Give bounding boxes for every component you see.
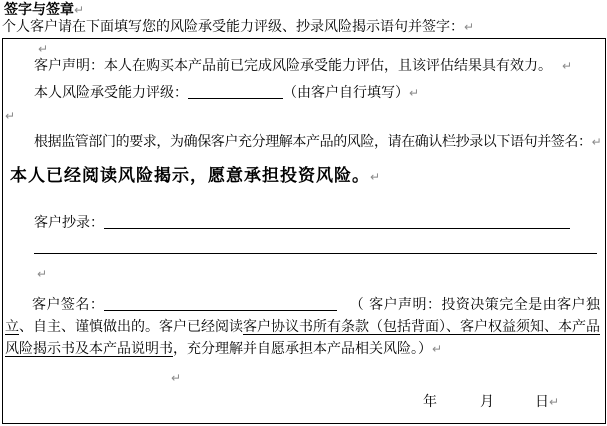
date-day-label[interactable]: 日 <box>535 394 549 410</box>
signature-declaration-open: （ 客户声明：投资决策完全是由客户独 <box>349 297 601 313</box>
paragraph-mark: ↵ <box>409 86 420 100</box>
empty-paragraph <box>38 41 48 57</box>
signature-declaration-close: ，充分理解并自愿承担本产品相关风险。） <box>173 341 432 357</box>
date-year-label[interactable]: 年 <box>423 394 437 410</box>
signature-blank-field[interactable] <box>104 295 337 311</box>
paragraph-mark: ↵ <box>171 371 182 385</box>
paragraph-mark: ↵ <box>38 42 49 56</box>
paragraph-mark: ↵ <box>37 267 48 281</box>
paragraph-mark: ↵ <box>591 135 602 149</box>
paragraph-mark: ↵ <box>464 20 475 34</box>
client-declaration-line <box>34 58 572 74</box>
risk-statement-text: 本人已经阅读风险揭示，愿意承担投资风险。 <box>10 166 370 186</box>
paragraph-mark: ↵ <box>432 342 443 356</box>
signature-declaration-underlined-2: 客户协议书所有条款（包括背面）、客户权益须知、本产品风险揭示书及本产品说明书 <box>5 319 600 357</box>
page-title-text: 签字与签章 <box>4 2 74 18</box>
instruction-line <box>34 134 601 150</box>
date-line <box>423 394 559 410</box>
risk-statement-line <box>10 168 381 185</box>
empty-paragraph <box>5 108 15 124</box>
signature-paragraph <box>5 294 600 360</box>
rating-line <box>34 83 419 101</box>
copy-line <box>34 213 570 231</box>
rating-label: 本人风险承受能力评级： <box>34 85 188 101</box>
page-title <box>4 2 84 18</box>
copy-blank-line1[interactable] <box>104 213 570 229</box>
client-declaration-text: 客户声明：本人在购买本产品前已完成风险承受能力评估，且该评估结果具有效力。 <box>34 58 552 74</box>
signature-label: 客户签名： <box>32 297 105 313</box>
rating-note: （由客户自行填写） <box>283 85 409 101</box>
paragraph-mark: ↵ <box>549 395 560 409</box>
copy-label: 客户抄录： <box>34 215 104 231</box>
intro-text <box>2 19 474 35</box>
signature-declaration-underlined-1: 立 <box>5 319 19 335</box>
intro-text-content: 个人客户请在下面填写您的风险承受能力评级、抄录风险揭示语句并签字： <box>2 19 464 35</box>
paragraph-mark: ↵ <box>370 170 382 184</box>
paragraph-mark: ↵ <box>562 59 573 73</box>
paragraph-mark: ↵ <box>5 109 16 123</box>
date-month-label[interactable]: 月 <box>480 394 494 410</box>
signature-box <box>2 38 606 424</box>
signature-declaration-mid: 、自主、谨慎做出的。客户已经阅读 <box>19 319 243 335</box>
instruction-text: 根据监管部门的要求，为确保客户充分理解本产品的风险，请在确认栏抄录以下语句并签名： <box>34 134 592 150</box>
paragraph-mark: ↵ <box>74 3 85 17</box>
copy-blank-line2[interactable] <box>34 253 597 254</box>
empty-paragraph <box>171 370 181 386</box>
empty-paragraph <box>37 266 47 282</box>
rating-blank-field[interactable] <box>188 83 283 99</box>
